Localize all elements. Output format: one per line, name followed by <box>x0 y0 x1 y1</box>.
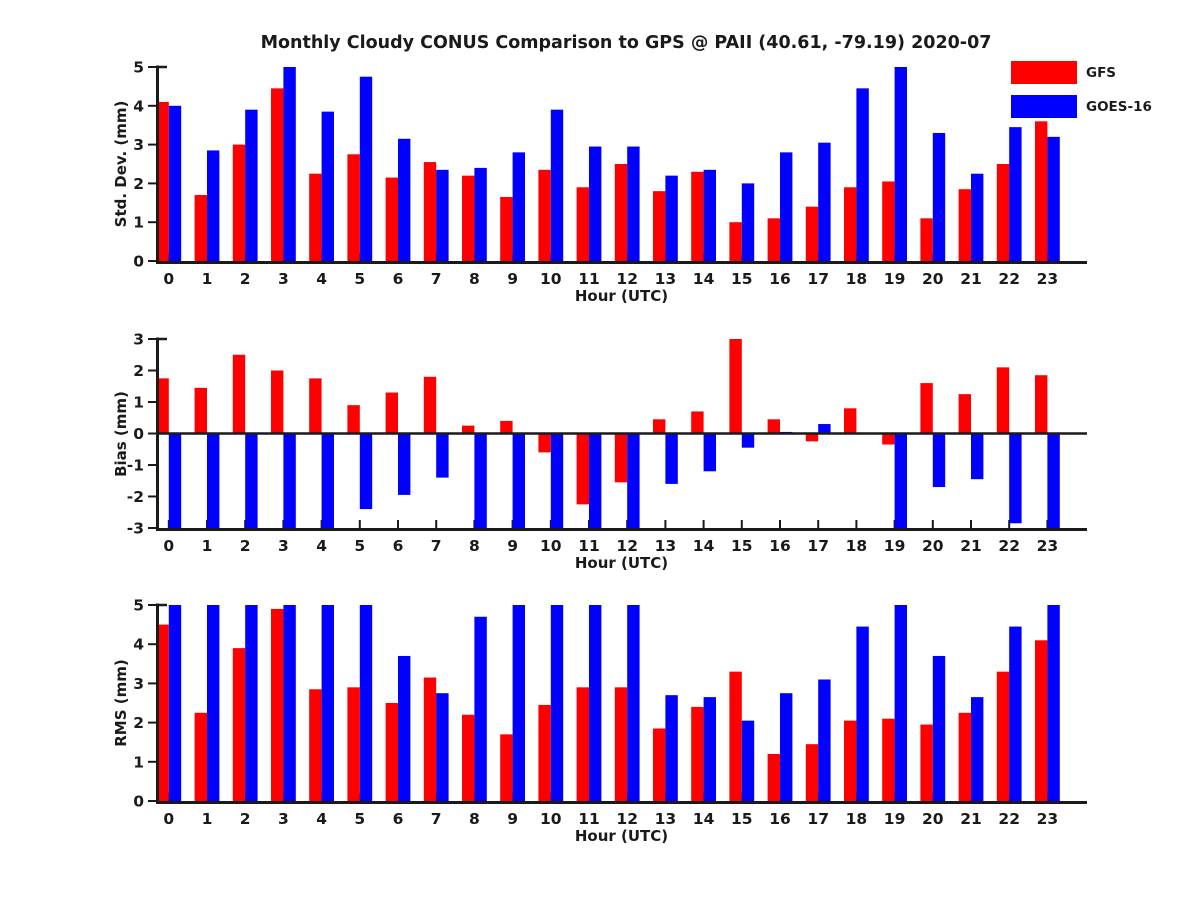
x-tick-label: 18 <box>845 810 868 828</box>
x-tick-label: 22 <box>998 810 1020 828</box>
x-tick-label: 5 <box>354 810 366 828</box>
bar-gfs-hour-14 <box>691 707 703 801</box>
x-tick-label: 23 <box>1036 537 1059 555</box>
x-tick-label: 16 <box>769 810 791 828</box>
x-tick-label: 21 <box>960 537 982 555</box>
x-tick-label: 9 <box>507 537 518 555</box>
bar-gfs-hour-18 <box>844 721 856 801</box>
bar-gfs-hour-4 <box>309 689 321 801</box>
bar-goes16-hour-22 <box>1009 127 1021 261</box>
x-tick-label: 17 <box>807 810 829 828</box>
x-tick-label: 13 <box>654 270 677 288</box>
bar-gfs-hour-3 <box>271 88 283 261</box>
goes16-legend-label: GOES-16 <box>1086 98 1152 115</box>
x-tick-label: 21 <box>960 270 982 288</box>
y-tick-label: 0 <box>133 792 144 811</box>
x-tick-label: 0 <box>163 270 175 288</box>
bar-goes16-hour-21 <box>971 174 983 261</box>
bar-gfs-hour-5 <box>347 687 359 801</box>
bar-goes16-hour-21 <box>971 434 983 480</box>
bar-gfs-hour-19 <box>882 181 894 261</box>
bar-goes16-hour-5 <box>360 434 372 510</box>
bar-gfs-hour-20 <box>920 383 932 433</box>
x-tick-label: 4 <box>316 810 327 828</box>
x-tick-label: 20 <box>922 270 944 288</box>
bar-gfs-hour-3 <box>271 609 283 801</box>
x-tick-label: 17 <box>807 537 829 555</box>
x-tick-label: 12 <box>616 810 638 828</box>
bar-goes16-hour-17 <box>818 143 830 261</box>
x-tick-label: 11 <box>578 810 600 828</box>
bar-gfs-hour-19 <box>882 719 894 801</box>
x-tick-label: 15 <box>731 810 753 828</box>
x-tick-label: 7 <box>430 810 442 828</box>
bar-gfs-hour-13 <box>653 419 665 433</box>
bar-gfs-hour-5 <box>347 405 359 433</box>
bar-goes16-hour-7 <box>436 170 448 261</box>
bar-goes16-hour-6 <box>398 139 410 261</box>
y-tick-label: -3 <box>126 519 144 538</box>
bar-gfs-hour-23 <box>1035 121 1047 261</box>
rms-y-axis-label: RMS (mm) <box>112 659 130 747</box>
gfs-legend-label: GFS <box>1086 64 1117 81</box>
bar-goes16-hour-12 <box>627 605 639 801</box>
x-tick-label: 1 <box>201 810 213 828</box>
bar-gfs-hour-4 <box>309 174 321 261</box>
x-tick-label: 6 <box>392 810 404 828</box>
bar-gfs-hour-23 <box>1035 375 1047 433</box>
bar-gfs-hour-21 <box>959 713 971 801</box>
bar-gfs-hour-21 <box>959 189 971 261</box>
x-tick-label: 12 <box>616 537 638 555</box>
bar-gfs-hour-9 <box>500 197 512 261</box>
bar-goes16-hour-20 <box>933 656 945 801</box>
x-tick-label: 23 <box>1036 810 1059 828</box>
bar-gfs-hour-22 <box>997 672 1009 801</box>
y-tick-label: 1 <box>133 753 144 772</box>
bar-gfs-hour-6 <box>386 178 398 261</box>
bar-gfs-hour-14 <box>691 172 703 261</box>
bar-goes16-hour-3 <box>283 605 295 801</box>
x-tick-label: 0 <box>163 537 175 555</box>
x-tick-label: 5 <box>354 537 366 555</box>
bar-gfs-hour-1 <box>195 388 207 434</box>
x-tick-label: 19 <box>883 537 906 555</box>
bar-gfs-hour-13 <box>653 191 665 261</box>
bar-goes16-hour-4 <box>322 112 334 261</box>
bar-gfs-hour-16 <box>768 419 780 433</box>
bar-gfs-hour-9 <box>500 734 512 801</box>
x-tick-label: 14 <box>692 270 715 288</box>
y-tick-label: 3 <box>133 674 144 693</box>
x-tick-label: 13 <box>654 810 677 828</box>
bar-gfs-hour-16 <box>768 218 780 261</box>
x-tick-label: 2 <box>239 537 251 555</box>
bar-gfs-hour-10 <box>538 434 550 453</box>
y-tick-label: 3 <box>133 330 144 349</box>
bar-gfs-hour-1 <box>195 195 207 261</box>
x-tick-label: 0 <box>163 810 175 828</box>
gfs-color-swatch <box>1011 61 1077 84</box>
x-tick-label: 22 <box>998 537 1020 555</box>
x-tick-label: 20 <box>922 537 944 555</box>
bar-goes16-hour-23 <box>1047 434 1059 529</box>
bar-gfs-hour-14 <box>691 411 703 433</box>
x-tick-label: 8 <box>469 810 480 828</box>
bar-goes16-hour-9 <box>513 605 525 801</box>
bar-gfs-hour-3 <box>271 371 283 434</box>
bar-gfs-hour-22 <box>997 367 1009 433</box>
bar-goes16-hour-10 <box>551 605 563 801</box>
x-tick-label: 11 <box>578 270 600 288</box>
bar-goes16-hour-0 <box>169 605 181 801</box>
x-tick-label: 3 <box>278 810 289 828</box>
rms-x-axis-label: Hour (UTC) <box>574 827 669 845</box>
bar-gfs-hour-8 <box>462 715 474 801</box>
bar-goes16-hour-1 <box>207 434 219 529</box>
bar-goes16-hour-12 <box>627 434 639 529</box>
bar-gfs-hour-6 <box>386 703 398 801</box>
bar-gfs-hour-11 <box>577 434 589 505</box>
x-tick-label: 11 <box>578 537 600 555</box>
x-tick-label: 2 <box>239 810 251 828</box>
y-tick-label: 2 <box>133 714 144 733</box>
y-tick-label: 1 <box>133 393 144 412</box>
bar-gfs-hour-1 <box>195 713 207 801</box>
bar-goes16-hour-3 <box>283 67 295 261</box>
bar-gfs-hour-11 <box>577 187 589 261</box>
bar-goes16-hour-22 <box>1009 627 1021 801</box>
bar-goes16-hour-8 <box>474 617 486 801</box>
bar-goes16-hour-13 <box>665 176 677 261</box>
bar-goes16-hour-9 <box>513 434 525 529</box>
x-tick-label: 19 <box>883 270 906 288</box>
bar-gfs-hour-17 <box>806 744 818 801</box>
x-tick-label: 22 <box>998 270 1020 288</box>
x-tick-label: 17 <box>807 270 829 288</box>
bar-goes16-hour-0 <box>169 106 181 261</box>
bar-goes16-hour-23 <box>1047 137 1059 261</box>
bar-goes16-hour-19 <box>895 605 907 801</box>
bar-gfs-hour-9 <box>500 421 512 434</box>
panel-std-dev-mm- <box>133 59 1087 289</box>
bar-gfs-hour-7 <box>424 678 436 801</box>
bias-x-axis-label: Hour (UTC) <box>574 554 669 572</box>
bar-goes16-hour-8 <box>474 434 486 529</box>
bar-gfs-hour-19 <box>882 434 894 445</box>
bar-gfs-hour-12 <box>615 434 627 483</box>
x-tick-label: 6 <box>392 537 404 555</box>
bar-goes16-hour-16 <box>780 693 792 801</box>
bar-goes16-hour-22 <box>1009 434 1021 524</box>
bar-gfs-hour-10 <box>538 705 550 801</box>
legend-item-goes16 <box>1011 95 1152 118</box>
bar-goes16-hour-6 <box>398 656 410 801</box>
bar-gfs-hour-12 <box>615 164 627 261</box>
bar-goes16-hour-5 <box>360 605 372 801</box>
y-tick-label: 1 <box>133 213 144 232</box>
bar-gfs-hour-5 <box>347 154 359 261</box>
bar-goes16-hour-18 <box>856 88 868 261</box>
x-tick-label: 4 <box>316 537 327 555</box>
x-tick-label: 15 <box>731 270 753 288</box>
bar-goes16-hour-10 <box>551 110 563 261</box>
x-tick-label: 7 <box>430 270 442 288</box>
bar-gfs-hour-17 <box>806 207 818 261</box>
bar-gfs-hour-22 <box>997 164 1009 261</box>
bar-gfs-hour-18 <box>844 187 856 261</box>
x-tick-label: 16 <box>769 270 791 288</box>
x-tick-label: 18 <box>845 270 868 288</box>
bar-goes16-hour-16 <box>780 152 792 261</box>
bar-goes16-hour-4 <box>322 605 334 801</box>
bar-goes16-hour-12 <box>627 147 639 261</box>
x-tick-label: 7 <box>430 537 442 555</box>
x-tick-label: 14 <box>692 810 715 828</box>
x-tick-label: 9 <box>507 270 518 288</box>
y-tick-label: 5 <box>133 58 144 77</box>
bar-gfs-hour-6 <box>386 393 398 434</box>
bar-goes16-hour-9 <box>513 152 525 261</box>
bar-goes16-hour-20 <box>933 434 945 488</box>
bar-goes16-hour-1 <box>207 150 219 261</box>
x-tick-label: 15 <box>731 537 753 555</box>
x-tick-label: 8 <box>469 270 480 288</box>
x-tick-label: 19 <box>883 810 906 828</box>
x-tick-label: 16 <box>769 537 791 555</box>
x-tick-label: 14 <box>692 537 715 555</box>
bar-goes16-hour-23 <box>1047 605 1059 801</box>
bar-gfs-hour-7 <box>424 377 436 434</box>
y-tick-label: 4 <box>133 97 144 116</box>
bar-goes16-hour-13 <box>665 695 677 801</box>
x-tick-label: 18 <box>845 537 868 555</box>
y-tick-label: 5 <box>133 596 144 615</box>
x-tick-label: 12 <box>616 270 638 288</box>
goes16-color-swatch <box>1011 95 1077 118</box>
x-tick-label: 21 <box>960 810 982 828</box>
bar-gfs-hour-23 <box>1035 640 1047 801</box>
x-tick-label: 9 <box>507 810 518 828</box>
x-tick-label: 6 <box>392 270 404 288</box>
bar-gfs-hour-13 <box>653 728 665 801</box>
bar-gfs-hour-16 <box>768 754 780 801</box>
bar-goes16-hour-5 <box>360 77 372 261</box>
bar-goes16-hour-15 <box>742 183 754 261</box>
bias-y-axis-label: Bias (mm) <box>112 391 130 477</box>
x-tick-label: 8 <box>469 537 480 555</box>
bar-goes16-hour-8 <box>474 168 486 261</box>
y-tick-label: 2 <box>133 362 144 380</box>
panel-bias-mm- <box>127 331 1087 556</box>
x-tick-label: 3 <box>278 270 289 288</box>
stddev-y-axis-label: Std. Dev. (mm) <box>112 100 130 228</box>
x-tick-label: 1 <box>201 537 213 555</box>
x-tick-label: 20 <box>922 810 944 828</box>
bar-goes16-hour-17 <box>818 679 830 801</box>
x-tick-label: 13 <box>654 537 677 555</box>
bar-gfs-hour-4 <box>309 378 321 433</box>
y-tick-label: 0 <box>133 425 144 443</box>
x-tick-label: 2 <box>239 270 251 288</box>
x-tick-label: 23 <box>1036 270 1059 288</box>
bar-gfs-hour-2 <box>233 355 245 434</box>
bar-gfs-hour-2 <box>233 145 245 261</box>
bar-goes16-hour-15 <box>742 721 754 801</box>
bar-goes16-hour-0 <box>169 434 181 529</box>
bar-goes16-hour-2 <box>245 110 257 261</box>
bar-goes16-hour-14 <box>704 697 716 801</box>
x-tick-label: 10 <box>540 270 562 288</box>
bar-gfs-hour-8 <box>462 176 474 261</box>
y-tick-label: 2 <box>133 174 144 193</box>
bar-goes16-hour-15 <box>742 434 754 448</box>
bar-gfs-hour-11 <box>577 687 589 801</box>
bar-goes16-hour-4 <box>322 434 334 529</box>
y-tick-label: -2 <box>126 488 144 506</box>
bar-goes16-hour-2 <box>245 434 257 529</box>
bar-goes16-hour-13 <box>665 434 677 484</box>
bar-goes16-hour-11 <box>589 605 601 801</box>
bar-goes16-hour-14 <box>704 170 716 261</box>
bar-gfs-hour-21 <box>959 394 971 433</box>
y-tick-label: -1 <box>126 456 144 475</box>
y-tick-label: 4 <box>133 635 144 654</box>
x-tick-label: 5 <box>354 270 366 288</box>
legend <box>1011 61 1152 129</box>
x-tick-label: 3 <box>278 537 289 555</box>
y-tick-label: 0 <box>133 252 144 271</box>
bar-goes16-hour-10 <box>551 434 563 529</box>
bar-gfs-hour-7 <box>424 162 436 261</box>
bar-goes16-hour-2 <box>245 605 257 801</box>
bar-gfs-hour-20 <box>920 218 932 261</box>
x-tick-label: 10 <box>540 537 562 555</box>
stddev-x-axis-label: Hour (UTC) <box>574 287 669 305</box>
figure-title: Monthly Cloudy CONUS Comparison to GPS @ PAII (40.61, -79.19) 2020-07 <box>260 33 992 53</box>
bar-goes16-hour-14 <box>704 434 716 472</box>
bar-goes16-hour-11 <box>589 434 601 529</box>
bar-goes16-hour-20 <box>933 133 945 261</box>
x-tick-label: 1 <box>201 270 213 288</box>
bar-gfs-hour-18 <box>844 408 856 433</box>
bar-goes16-hour-11 <box>589 147 601 261</box>
bar-gfs-hour-15 <box>729 222 741 261</box>
bar-goes16-hour-3 <box>283 434 295 529</box>
bar-goes16-hour-7 <box>436 693 448 801</box>
bar-goes16-hour-7 <box>436 434 448 478</box>
bar-goes16-hour-19 <box>895 434 907 529</box>
bar-goes16-hour-17 <box>818 424 830 433</box>
legend-item-gfs <box>1011 61 1152 84</box>
y-tick-label: 3 <box>133 136 144 155</box>
bar-goes16-hour-6 <box>398 434 410 495</box>
bar-gfs-hour-12 <box>615 687 627 801</box>
panel-rms-mm- <box>133 597 1087 829</box>
bar-goes16-hour-18 <box>856 627 868 801</box>
bar-gfs-hour-10 <box>538 170 550 261</box>
bar-gfs-hour-20 <box>920 725 932 801</box>
x-tick-label: 4 <box>316 270 327 288</box>
bar-gfs-hour-15 <box>729 672 741 801</box>
x-tick-label: 10 <box>540 810 562 828</box>
bar-goes16-hour-1 <box>207 605 219 801</box>
bar-goes16-hour-21 <box>971 697 983 801</box>
bar-gfs-hour-2 <box>233 648 245 801</box>
bar-goes16-hour-19 <box>895 67 907 261</box>
bar-gfs-hour-15 <box>729 339 741 434</box>
